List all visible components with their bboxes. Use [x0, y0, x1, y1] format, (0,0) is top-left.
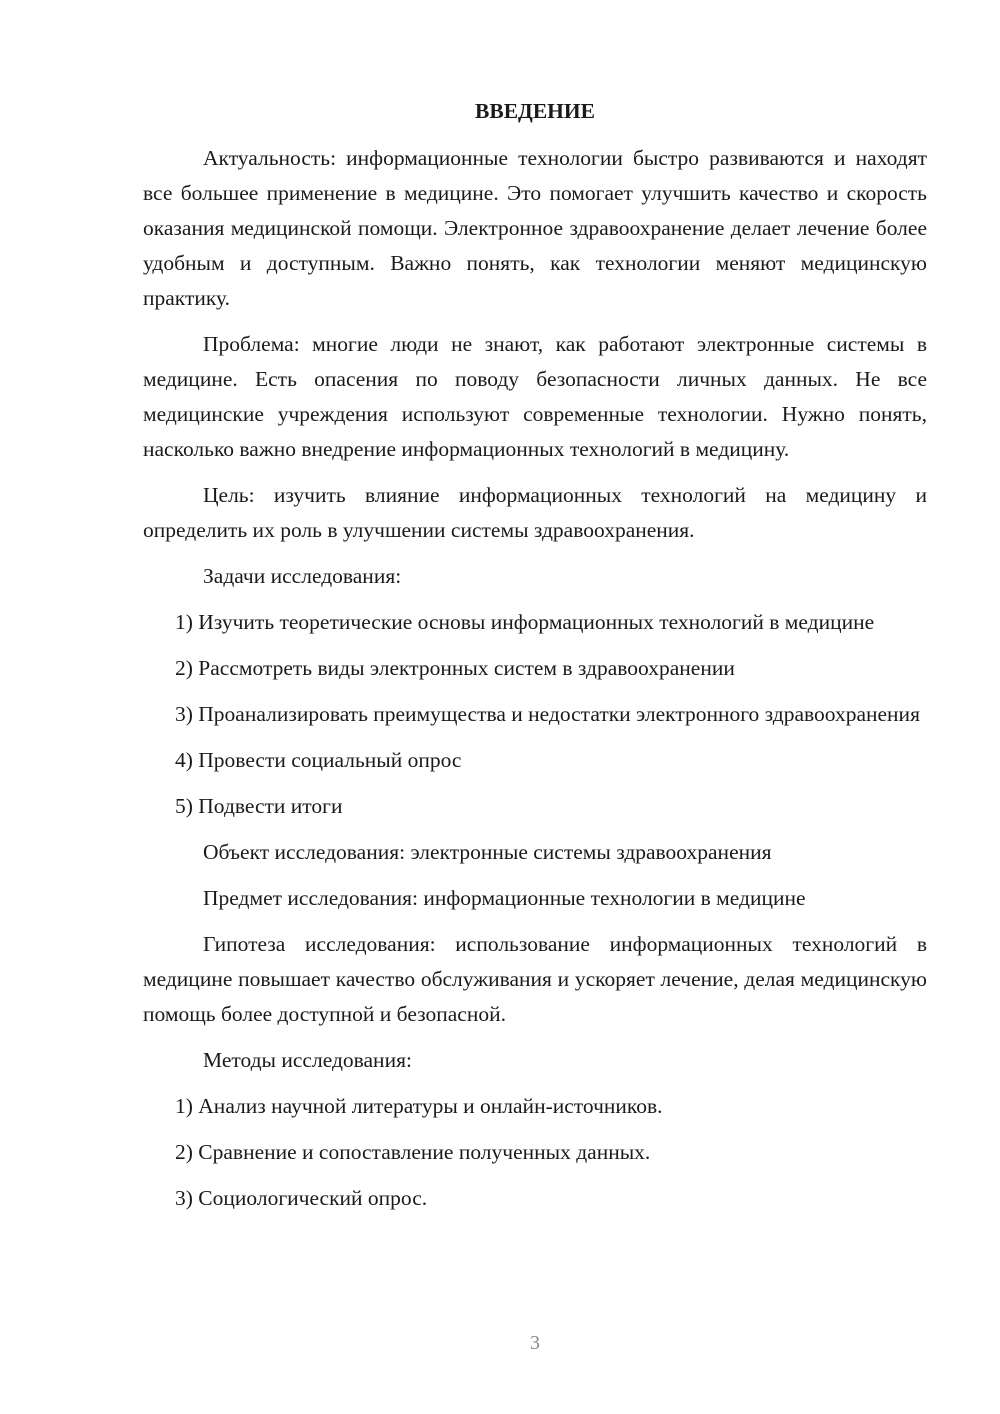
page-number: 3 — [530, 1332, 540, 1354]
page-content — [143, 94, 927, 1216]
tasks-list — [143, 605, 927, 824]
list-item: 4) Провести социальный опрос — [175, 748, 462, 772]
relevance-paragraph: Актуальность: информационные технологии быстро развиваются и находят все большее применение в медицине. Это помогает улучшить качество и скорость оказания медицинской помощи. Электронное здравоохранение делает лечение более удобным и доступным. Важно понять, как технологии меняют медицинскую практику. — [143, 146, 927, 310]
list-item: 5) Подвести итоги — [175, 794, 343, 818]
goal-paragraph: Цель: изучить влияние информационных технологий на медицину и определить их роль в улучшении системы здравоохранения. — [143, 483, 927, 542]
list-item: 3) Социологический опрос. — [175, 1186, 428, 1210]
subject-paragraph: Предмет исследования: информационные технологии в медицине — [203, 886, 806, 910]
list-item: 3) Проанализировать преимущества и недостатки электронного здравоохранения — [175, 702, 920, 726]
methods-list — [143, 1089, 927, 1216]
page-title: ВВЕДЕНИЕ — [475, 99, 595, 123]
tasks-title: Задачи исследования: — [203, 564, 402, 588]
methods-title: Методы исследования: — [203, 1048, 412, 1072]
problem-paragraph: Проблема: многие люди не знают, как работают электронные системы в медицине. Есть опасения по поводу безопасности личных данных. Не все медицинские учреждения используют современные технологии. Нужно понять, насколько важно внедрение информационных технологий в медицину. — [143, 332, 927, 461]
list-item: 2) Сравнение и сопоставление полученных данных. — [175, 1140, 651, 1164]
list-item: 2) Рассмотреть виды электронных систем в здравоохранении — [175, 656, 735, 680]
list-item: 1) Изучить теоретические основы информационных технологий в медицине — [175, 610, 875, 634]
hypothesis-paragraph: Гипотеза исследования: использование информационных технологий в медицине повышает качество обслуживания и ускоряет лечение, делая медицинскую помощь более доступной и безопасной. — [143, 932, 927, 1026]
object-paragraph: Объект исследования: электронные системы здравоохранения — [203, 840, 772, 864]
list-item: 1) Анализ научной литературы и онлайн-источников. — [175, 1094, 663, 1118]
